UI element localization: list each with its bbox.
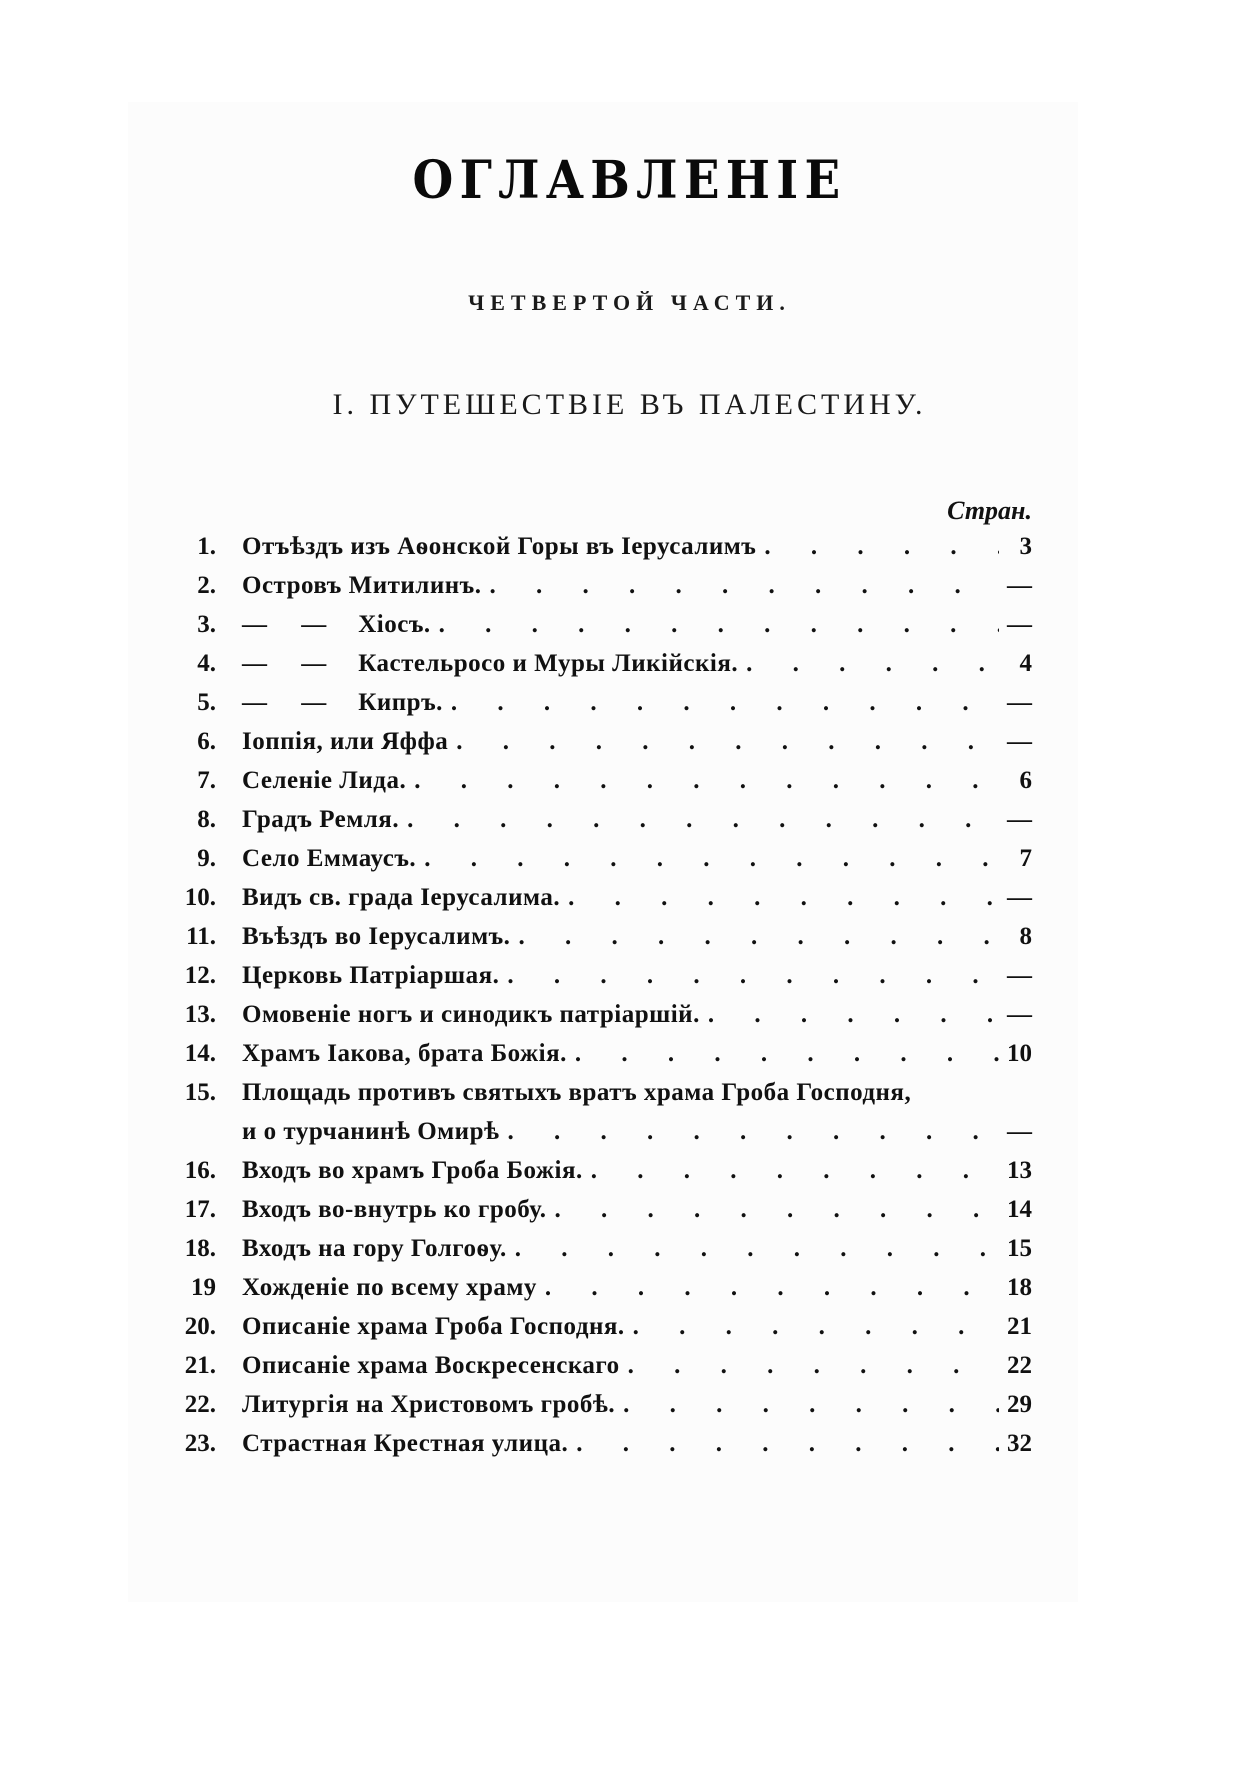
toc-entry: [0, 878, 1259, 917]
dot-leader: [615, 1385, 999, 1424]
dot-leader: [560, 878, 999, 917]
dot-leader: [507, 1229, 999, 1268]
toc-entry-page: —: [1007, 572, 1032, 599]
toc-entry-title: Омовеніе ногъ и синодикъ патріаршій.: [242, 1001, 700, 1028]
dot-leader: [583, 1151, 999, 1190]
toc-entry-body: [242, 1151, 999, 1190]
part-subtitle: ЧЕТВЕРТОЙ ЧАСТИ.: [468, 290, 791, 315]
dot-leader: [547, 1190, 999, 1229]
toc-entry-body: [242, 722, 999, 761]
toc-entry-title: Селеніе Лида.: [242, 767, 407, 794]
dot-leader: [620, 1346, 999, 1385]
dot-leader: [700, 995, 999, 1034]
toc-entry-title: Іоппія, или Яффа: [242, 728, 449, 755]
toc-entry-body: [242, 1346, 999, 1385]
toc-entry-page: 6: [1019, 767, 1032, 794]
toc-entry-page: —: [1007, 611, 1032, 638]
toc-entry: [0, 722, 1259, 761]
toc-entry-body: [242, 995, 999, 1034]
toc-entry-number: 17.: [184, 1196, 216, 1223]
toc-entry-body: [242, 878, 999, 917]
toc-entry: [0, 1034, 1259, 1073]
toc-entry: [0, 1424, 1259, 1463]
toc-entry-page: —: [1007, 1118, 1032, 1145]
toc-entry: [0, 995, 1259, 1034]
toc-entry: [0, 683, 1259, 722]
toc-entry-title: Храмъ Іакова, брата Божія.: [242, 1040, 567, 1067]
dot-leader: [416, 839, 999, 878]
toc-entry-title: Въѣздъ во Іерусалимъ.: [242, 923, 511, 950]
toc-entry: [0, 1268, 1259, 1307]
dot-leader: [406, 761, 999, 800]
toc-entry: [0, 1346, 1259, 1385]
toc-entry-body: [242, 1034, 999, 1073]
toc-entry-ditto: — —: [242, 650, 341, 677]
toc-entry-ditto: — —: [242, 689, 341, 716]
toc-entry-title: Входъ во-внутрь ко гробу.: [242, 1196, 547, 1223]
dot-leader: [399, 800, 999, 839]
toc-entry-title: и о турчанинѣ Омирѣ: [242, 1118, 500, 1145]
toc-entry-title: Площадь противъ святыхъ вратъ храма Гроба Господня,: [242, 1079, 912, 1106]
toc-entry-page: —: [1007, 962, 1032, 989]
dot-leader: [431, 605, 999, 644]
toc-entry: [0, 566, 1259, 605]
toc-entry-title: Кастельросо и Муры Ликійскія.: [358, 650, 739, 677]
toc-entry-body: [242, 839, 999, 878]
toc-entry-body: [242, 605, 999, 644]
toc-entry-page: 10: [1007, 1040, 1032, 1067]
toc-entry: [0, 1385, 1259, 1424]
dot-leader: [443, 683, 999, 722]
toc-entry-page: 15: [1007, 1235, 1032, 1262]
toc-entry-body: [242, 1307, 999, 1346]
toc-entry-number: 16.: [184, 1157, 216, 1184]
dot-leader: [499, 956, 999, 995]
toc-entry: [0, 644, 1259, 683]
toc-entry-page: 32: [1007, 1430, 1032, 1457]
toc-entry-title: Отъѣздъ изъ Аѳонской Горы въ Іерусалимъ: [242, 533, 757, 560]
toc-entry-number: 5.: [197, 689, 216, 716]
section-heading: I. ПУТЕШЕСТВІЕ ВЪ ПАЛЕСТИНУ.: [332, 388, 927, 421]
toc-entry: [0, 605, 1259, 644]
toc-entry-number: 18.: [184, 1235, 216, 1262]
page-title: ОГЛАВЛЕНІЕ: [412, 150, 847, 211]
toc-entry-title: Церковь Патріаршая.: [242, 962, 500, 989]
toc-entry-page: —: [1007, 728, 1032, 755]
toc-entry-body: [242, 683, 999, 722]
toc-entry-title: Описаніе храма Гроба Господня.: [242, 1313, 625, 1340]
dot-leader: [567, 1034, 999, 1073]
toc-entry-body: [242, 566, 999, 605]
toc-entry-page: 13: [1007, 1157, 1032, 1184]
toc-entry-title: Входъ на гору Голгоѳу.: [242, 1235, 507, 1262]
dot-leader: [625, 1307, 999, 1346]
toc-entry-page: —: [1007, 1001, 1032, 1028]
toc-entry-title: Литургія на Христовомъ гробѣ.: [242, 1391, 616, 1418]
toc-entry-number: 9.: [197, 845, 216, 872]
toc-entry-number: 20.: [184, 1313, 216, 1340]
toc-entry-title: Видъ св. града Іерусалима.: [242, 884, 561, 911]
toc-entry-number: 11.: [186, 923, 216, 950]
toc-entry: [0, 839, 1259, 878]
toc-entry: [0, 1073, 1259, 1112]
toc-entry-ditto: — —: [242, 611, 341, 638]
toc-entry-page: 3: [1019, 533, 1032, 560]
toc-entry-body: [242, 1424, 999, 1463]
toc-entry-page: 18: [1007, 1274, 1032, 1301]
toc-entry-page: 21: [1007, 1313, 1032, 1340]
toc-entry: [0, 1151, 1259, 1190]
toc-entry-title: Село Еммаусъ.: [242, 845, 417, 872]
toc-entry: [0, 1307, 1259, 1346]
toc-entry-number: 6.: [197, 728, 216, 755]
toc-entry-body: [242, 1190, 999, 1229]
toc-entry-number: 10.: [184, 884, 216, 911]
toc-entry-body: [242, 1268, 999, 1307]
toc-entry-number: 7.: [197, 767, 216, 794]
toc-entry: [0, 956, 1259, 995]
toc-entry-title: Градъ Ремля.: [242, 806, 400, 833]
toc-entry-page: 29: [1007, 1391, 1032, 1418]
toc-entry-number: 2.: [197, 572, 216, 599]
toc-entry-number: 12.: [184, 962, 216, 989]
toc-entry-number: 13.: [184, 1001, 216, 1028]
toc-entry-number: 15.: [184, 1079, 216, 1106]
toc-entry-body: [242, 917, 999, 956]
toc-entry-page: 7: [1019, 845, 1032, 872]
toc-entry: [0, 761, 1259, 800]
toc-entry-title: Хожденіе по всему храму: [242, 1274, 537, 1301]
dot-leader: [448, 722, 999, 761]
dot-leader: [481, 566, 999, 605]
toc-entry-page: 4: [1019, 650, 1032, 677]
toc-entry-number: 19: [191, 1274, 216, 1301]
toc-entry: [0, 917, 1259, 956]
toc-entry-body: [242, 1112, 999, 1151]
toc-entry-title: Описаніе храма Воскресенскаго: [242, 1352, 620, 1379]
dot-leader: [510, 917, 999, 956]
page-column-label: Стран.: [947, 496, 1032, 525]
toc-entry-title: Островъ Митилинъ.: [242, 572, 482, 599]
toc-entry-number: 1.: [197, 533, 216, 560]
toc-entry-number: 14.: [184, 1040, 216, 1067]
toc-entry-number: 4.: [197, 650, 216, 677]
toc-entry-page: 14: [1007, 1196, 1032, 1223]
dot-leader: [568, 1424, 999, 1463]
toc-entry-title: Страстная Крестная улица.: [242, 1430, 569, 1457]
toc-entry: [0, 1112, 1259, 1151]
toc-entry-body: [242, 800, 999, 839]
toc-entry-body: [242, 1229, 999, 1268]
toc-entry-number: 23.: [184, 1430, 216, 1457]
toc-entry-page: —: [1007, 884, 1032, 911]
toc-entry-body: [242, 644, 999, 683]
toc-entry: [0, 1229, 1259, 1268]
toc-entry-body: [242, 527, 999, 566]
toc-entry-page: —: [1007, 806, 1032, 833]
toc-entry-title: Входъ во храмъ Гроба Божія.: [242, 1157, 583, 1184]
toc-entry-body: [242, 1073, 999, 1112]
toc-entry-title: Кипръ.: [358, 689, 443, 716]
toc-entry-page: 8: [1019, 923, 1032, 950]
toc-entry-body: [242, 956, 999, 995]
toc-entry-page: 22: [1007, 1352, 1032, 1379]
toc-entry-number: 3.: [197, 611, 216, 638]
toc-entry-number: 21.: [184, 1352, 216, 1379]
toc-entry-page: —: [1007, 689, 1032, 716]
toc-entry-title: Хіосъ.: [358, 611, 431, 638]
dot-leader: [537, 1268, 999, 1307]
toc-entry: [0, 527, 1259, 566]
toc-entry: [0, 1190, 1259, 1229]
toc-entry-body: [242, 761, 999, 800]
dot-leader: [500, 1112, 1000, 1151]
toc-entry: [0, 800, 1259, 839]
table-of-contents: [0, 527, 1259, 1463]
toc-entry-number: 22.: [184, 1391, 216, 1418]
toc-entry-number: 8.: [197, 806, 216, 833]
toc-entry-body: [242, 1385, 999, 1424]
